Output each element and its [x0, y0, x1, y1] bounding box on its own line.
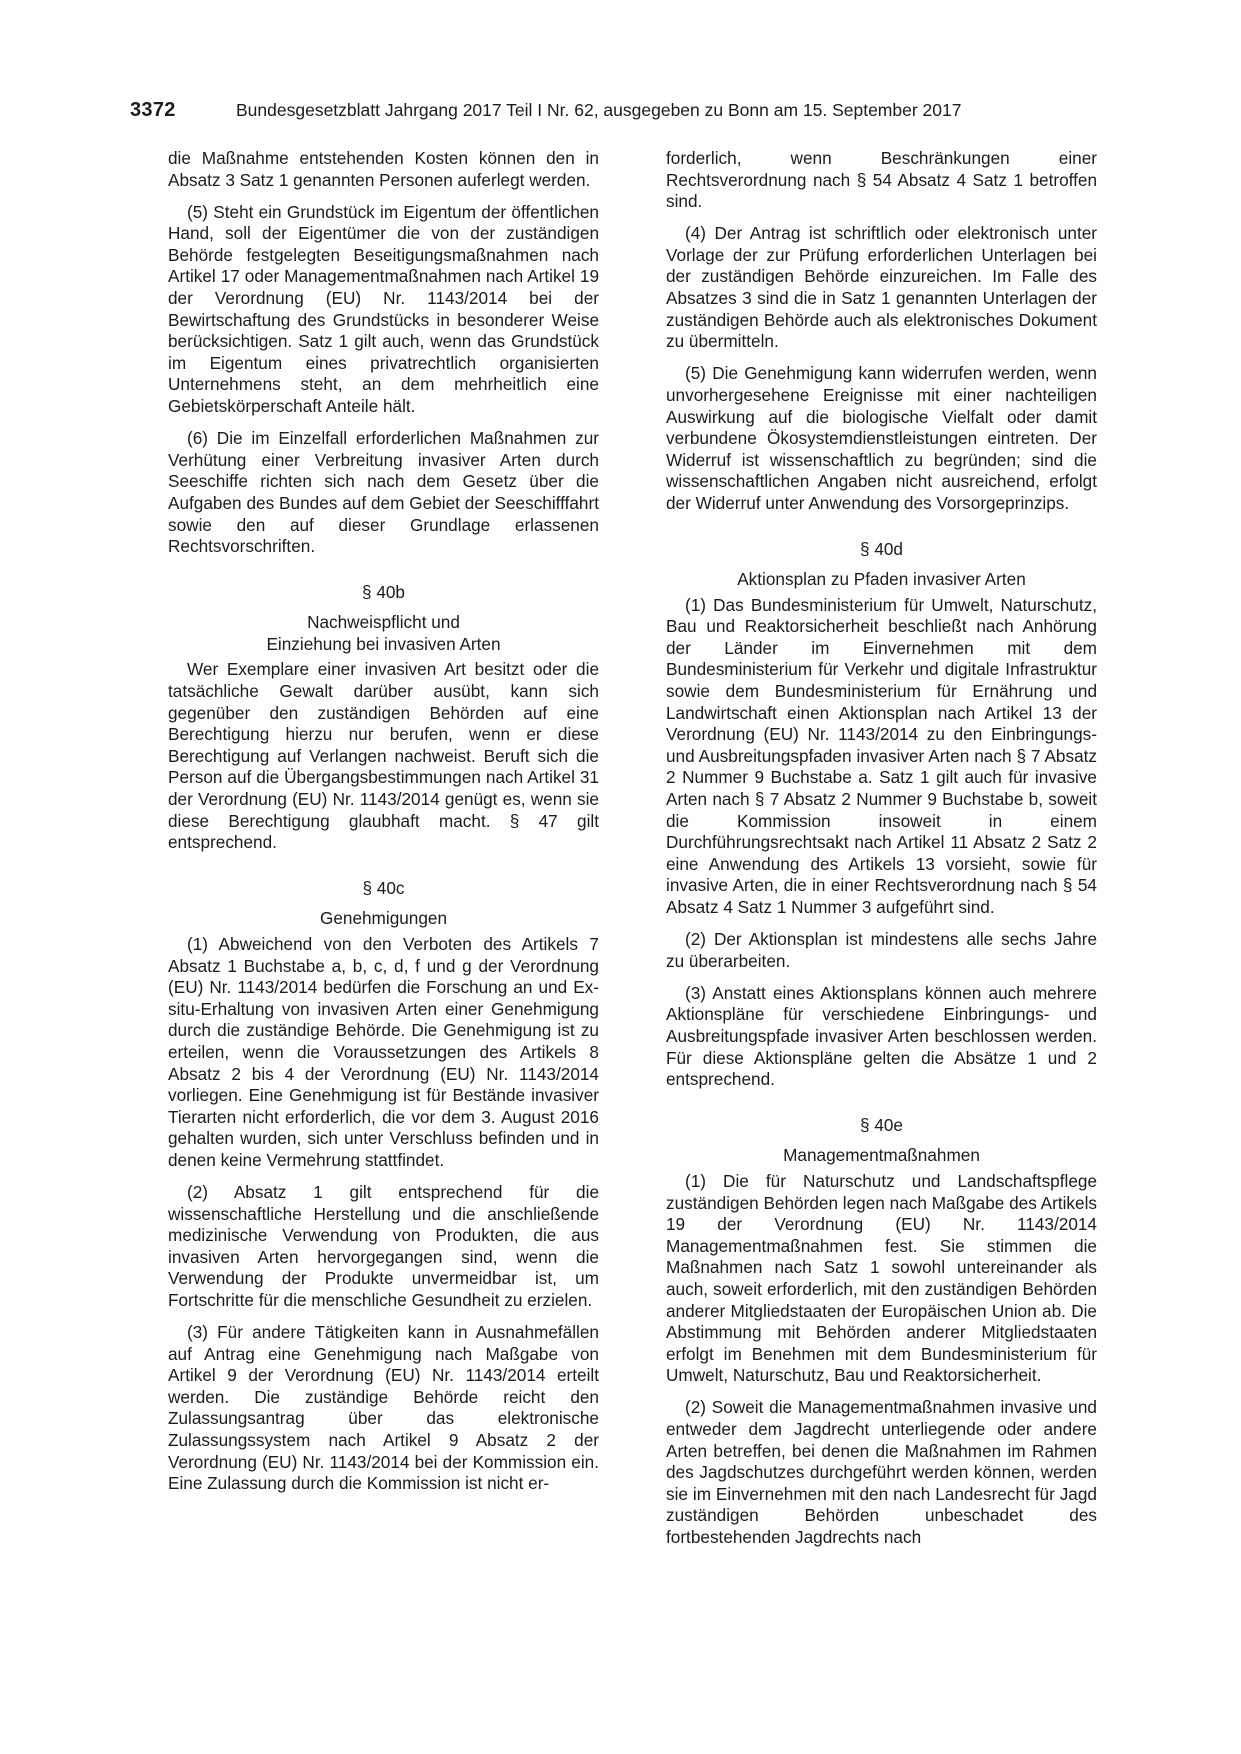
paragraph: (3) Anstatt eines Aktionsplans können auch mehrere Aktionspläne für verschiedene Einbringungs- und Ausbreitungspfade invasiver Arten beschlossen werden. Für diese Aktionspläne gelten die Absätze 1 und 2 entsprechend.: [666, 982, 1097, 1090]
paragraph: (2) Der Aktionsplan ist mindestens alle sechs Jahre zu überarbeiten.: [666, 929, 1097, 971]
page-number: 3372: [130, 99, 176, 121]
paragraph: (1) Das Bundesministerium für Umwelt, Naturschutz, Bau und Reaktorsicherheit beschließt nach Anhörung der Länder im Einvernehmen mit dem Bundesministerium für Verkehr und digitale Infrastruktur sowie dem Bundesministerium für Ernährung und Landwirtschaft einen Aktionsplan nach Artikel 13 der Verordnung (EU) Nr. 1143/2014 zu den Einbringungs- und Ausbreitungspfaden invasiver Arten nach § 7 Absatz 2 Nummer 9 Buchstabe a. Satz 1 gilt auch für invasive Arten nach § 7 Absatz 2 Nummer 9 Buchstabe b, soweit die Kommission insoweit in einem Durchführungsrechtsakt nach Artikel 11 Absatz 2 Satz 2 eine Anwendung des Artikels 13 vorsieht, sowie für invasive Arten, die in einer Rechtsverordnung nach § 54 Absatz 4 Satz 1 Nummer 3 aufgeführt sind.: [666, 594, 1097, 917]
paragraph: (5) Die Genehmigung kann widerrufen werden, wenn unvorhergesehene Ereignisse mit einer nachteiligen Auswirkung auf die biologische Vielfalt oder damit verbundene Ökosystemdienstleistungen eintreten. Der Widerruf ist wissenschaftlich zu begründen; sind die wissenschaftlichen Angaben nicht ausreichend, erfolgt der Widerruf unter Anwendung des Vorsorgeprinzips.: [666, 363, 1097, 513]
left-column: [168, 148, 599, 1505]
section-number: § 40d: [859, 538, 903, 559]
paragraph: (4) Der Antrag ist schriftlich oder elektronisch unter Vorlage der zur Prüfung erforderlichen Unterlagen bei der zuständigen Behörde einzureichen. Im Falle des Absatzes 3 sind die in Satz 1 genannten Unterlagen der zuständigen Behörde auch als elektronisches Dokument zu übermitteln.: [666, 223, 1097, 352]
section-number: § 40b: [361, 581, 405, 602]
section-title: Aktionsplan zu Pfaden invasiver Arten: [737, 569, 1026, 590]
paragraph: forderlich, wenn Beschränkungen einer Rechtsverordnung nach § 54 Absatz 4 Satz 1 betroffen sind.: [666, 148, 1097, 212]
paragraph: (1) Die für Naturschutz und Landschaftspflege zuständigen Behörden legen nach Maßgabe des Artikels 19 der Verordnung (EU) Nr. 1143/2014 Managementmaßnahmen fest. Sie stimmen die Maßnahmen nach Satz 1 sowohl untereinander als auch, soweit erforderlich, mit den zuständigen Behörden anderer Mitgliedstaaten der Europäischen Union ab. Die Abstimmung mit Behörden anderer Mitgliedstaaten erfolgt im Benehmen mit dem Bundesministerium für Umwelt, Naturschutz, Bau und Reaktorsicherheit.: [666, 1170, 1097, 1386]
section-title: Einziehung bei invasiven Arten: [266, 633, 501, 654]
paragraph: die Maßnahme entstehenden Kosten können den in Absatz 3 Satz 1 genannten Personen auferlegt werden.: [168, 148, 599, 190]
paragraph: (6) Die im Einzelfall erforderlichen Maßnahmen zur Verhütung einer Verbreitung invasiver Arten durch Seeschiffe richten sich nach dem Gesetz über die Aufgaben des Bundes auf dem Gebiet der Seeschifffahrt sowie den auf dieser Grundlage erlassenen Rechtsvorschriften.: [168, 428, 599, 557]
paragraph: (5) Steht ein Grundstück im Eigentum der öffentlichen Hand, soll der Eigentümer die von der zuständigen Behörde festgelegten Beseitigungsmaßnahmen nach Artikel 17 oder Managementmaßnahmen nach Artikel 19 der Verordnung (EU) Nr. 1143/2014 bei der Bewirtschaftung des Grundstücks in besonderer Weise berücksichtigen. Satz 1 gilt auch, wenn das Grundstück im Eigentum eines privatrechtlich organisierten Unternehmens steht, an dem mehrheitlich eine Gebietskörperschaft Anteile hält.: [168, 201, 599, 417]
section-title: Nachweispflicht und: [307, 612, 460, 633]
right-column: [666, 148, 1097, 1559]
section-title: Genehmigungen: [319, 908, 448, 929]
running-head: Bundesgesetzblatt Jahrgang 2017 Teil I Nr. 62, ausgegeben zu Bonn am 15. September 2017: [236, 100, 962, 120]
paragraph: Wer Exemplare einer invasiven Art besitzt oder die tatsächliche Gewalt darüber ausübt, kann sich gegenüber den zuständigen Behörden auf eine Berechtigung hierzu nur berufen, wenn er diese Berechtigung auf Verlangen nachweist. Beruft sich die Person auf die Übergangsbestimmungen nach Artikel 31 der Verordnung (EU) Nr. 1143/2014 genügt es, wenn sie diese Berechtigung glaubhaft macht. § 47 gilt entsprechend.: [168, 659, 599, 853]
section-title: Managementmaßnahmen: [783, 1145, 980, 1166]
paragraph: (2) Absatz 1 gilt entsprechend für die wissenschaftliche Herstellung und die anschließende medizinische Verwendung von Produkten, die aus invasiven Arten hervorgegangen sind, wenn die Verwendung der Produkte unvermeidbar ist, um Fortschritte für die menschliche Gesundheit zu erzielen.: [168, 1182, 599, 1310]
paragraph: (3) Für andere Tätigkeiten kann in Ausnahmefällen auf Antrag eine Genehmigung nach Maßgabe von Artikel 9 der Verordnung (EU) Nr. 1143/2014 erteilt werden. Die zuständige Behörde reicht den Zulassungsantrag über das elektronische Zulassungssystem nach Artikel 9 Absatz 2 der Verordnung (EU) Nr. 1143/2014 bei der Kommission ein. Eine Zulassung durch die Kommission ist nicht er-: [168, 1322, 599, 1494]
paragraph: (1) Abweichend von den Verboten des Artikels 7 Absatz 1 Buchstabe a, b, c, d, f und g der Verordnung (EU) Nr. 1143/2014 bedürfen die Forschung an und Ex-situ-Erhaltung von invasiven Arten einer Genehmigung durch die zuständige Behörde. Die Genehmigung ist zu erteilen, wenn die Voraussetzungen des Artikels 8 Absatz 2 bis 4 der Verordnung (EU) Nr. 1143/2014 vorliegen. Eine Genehmigung ist für Bestände invasiver Tierarten nicht erforderlich, die vor dem 3. August 2016 gehalten wurden, sich unter Verschluss befinden und in denen keine Vermehrung stattfindet.: [168, 934, 599, 1170]
section-number: § 40c: [362, 877, 405, 898]
page-header: [130, 99, 1110, 129]
section-number: § 40e: [859, 1114, 903, 1135]
paragraph: (2) Soweit die Managementmaßnahmen invasive und entweder dem Jagdrecht unterliegende oder andere Arten betreffen, bei denen die Maßnahmen im Rahmen des Jagdschutzes durchgeführt werden können, werden sie im Einvernehmen mit den nach Landesrecht für Jagd zuständigen Behörden unbeschadet des fortbestehenden Jagdrechts nach: [666, 1397, 1097, 1547]
